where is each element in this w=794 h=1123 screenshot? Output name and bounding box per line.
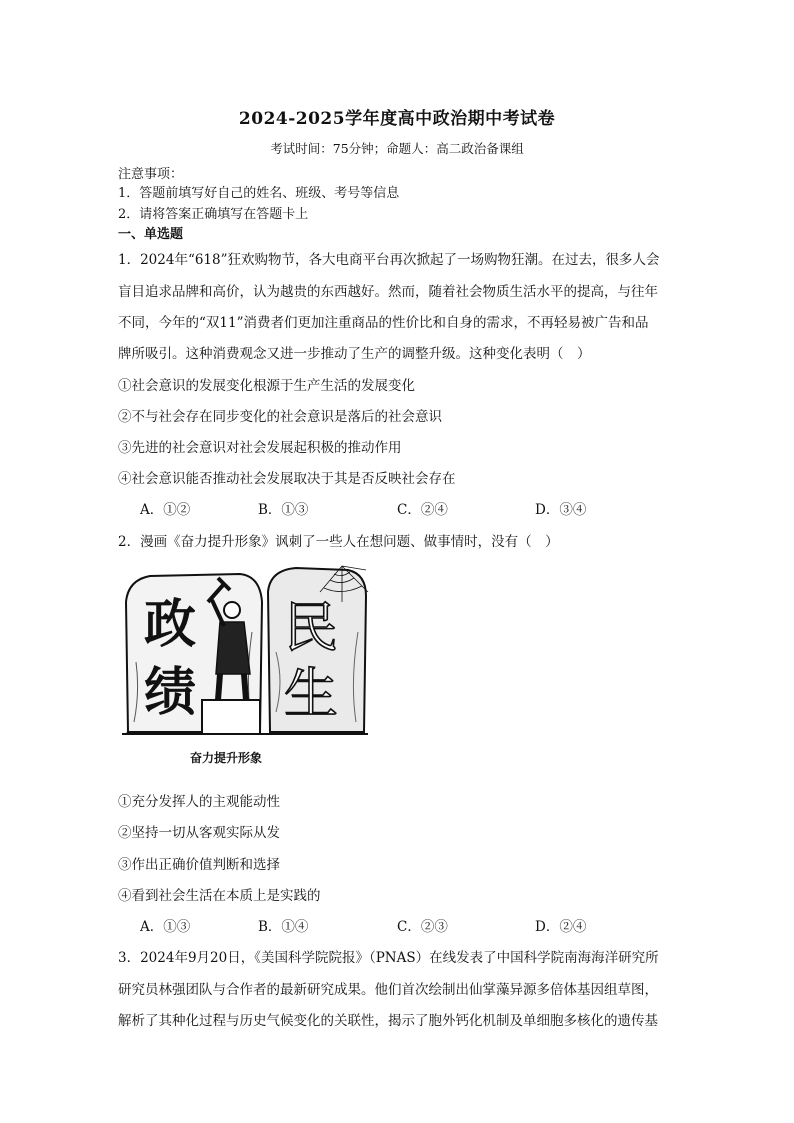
left-stone-char-1: 政	[144, 595, 197, 655]
q2-statement-4: ④看到社会生活在本质上是实践的	[118, 888, 321, 904]
notice-item-1: 1．答题前填写好自己的姓名、班级、考号等信息	[118, 186, 400, 201]
q1-stem-line-2: 盲目追求品牌和高价，认为越贵的东西越好。然而，随着社会物质生活水平的提高，与往年	[118, 284, 658, 300]
q2-statement-2: ②坚持一切从客观实际从发	[118, 825, 280, 841]
q1-option-b[interactable]: B．①③	[258, 502, 309, 518]
right-stone-char-2: 生	[284, 662, 338, 725]
q1-stem-line-1: 1．2024年“618”狂欢购物节，各大电商平台再次掀起了一场购物狂潮。在过去，很多人会	[118, 252, 660, 268]
q2-option-c[interactable]: C．②③	[397, 919, 448, 935]
q2-option-d[interactable]: D．②④	[535, 919, 587, 935]
q2-statement-3: ③作出正确价值判断和选择	[118, 857, 280, 873]
q2-option-a[interactable]: A．①③	[140, 919, 191, 935]
cartoon-image	[120, 562, 370, 742]
q1-statement-3: ③先进的社会意识对社会发展起积极的推动作用	[118, 440, 402, 456]
q1-option-d[interactable]: D．③④	[535, 502, 587, 518]
q2-stem: 2．漫画《奋力提升形象》讽刺了一些人在想问题、做事情时，没有（ ）	[118, 534, 559, 550]
page-title: 2024-2025学年度高中政治期中考试卷	[238, 109, 556, 129]
notice-item-2: 2．请将答案正确填写在答题卡上	[118, 207, 309, 222]
cartoon-caption: 奋力提升形象	[190, 751, 263, 765]
section-heading: 一、单选题	[118, 227, 184, 242]
notice-heading: 注意事项：	[118, 167, 184, 182]
right-stone-char-1: 民	[284, 596, 338, 659]
q1-statement-2: ②不与社会存在同步变化的社会意识是落后的社会意识	[118, 409, 442, 425]
q3-stem-line-3: 解析了其种化过程与历史气候变化的关联性，揭示了胞外钙化机制及单细胞多核化的遗传基	[118, 1013, 658, 1029]
cartoon-svg	[120, 562, 370, 742]
q1-option-a[interactable]: A．①②	[140, 502, 191, 518]
q1-stem-line-4: 牌所吸引。这种消费观念又进一步推动了生产的调整升级。这种变化表明（ ）	[118, 346, 591, 362]
exam-info: 考试时间：75分钟；命题人：高二政治备课组	[270, 141, 524, 156]
q3-stem-line-1: 3．2024年9月20日，《美国科学院院报》（PNAS）在线发表了中国科学院南海海洋研究所	[118, 950, 659, 966]
q3-stem-line-2: 研究员林强团队与合作者的最新研究成果。他们首次绘制出仙掌藻异源多倍体基因组草图，	[118, 982, 658, 998]
q2-statement-1: ①充分发挥人的主观能动性	[118, 794, 280, 810]
q1-stem-line-3: 不同，今年的“双11”消费者们更加注重商品的性价比和自身的需求，不再轻易被广告和品	[118, 315, 649, 331]
q1-statement-4: ④社会意识能否推动社会发展取决于其是否反映社会存在	[118, 471, 456, 487]
q1-option-c[interactable]: C．②④	[397, 502, 448, 518]
q2-option-b[interactable]: B．①④	[258, 919, 309, 935]
left-stone-char-2: 绩	[144, 663, 197, 723]
q1-statement-1: ①社会意识的发展变化根源于生产生活的发展变化	[118, 378, 415, 394]
